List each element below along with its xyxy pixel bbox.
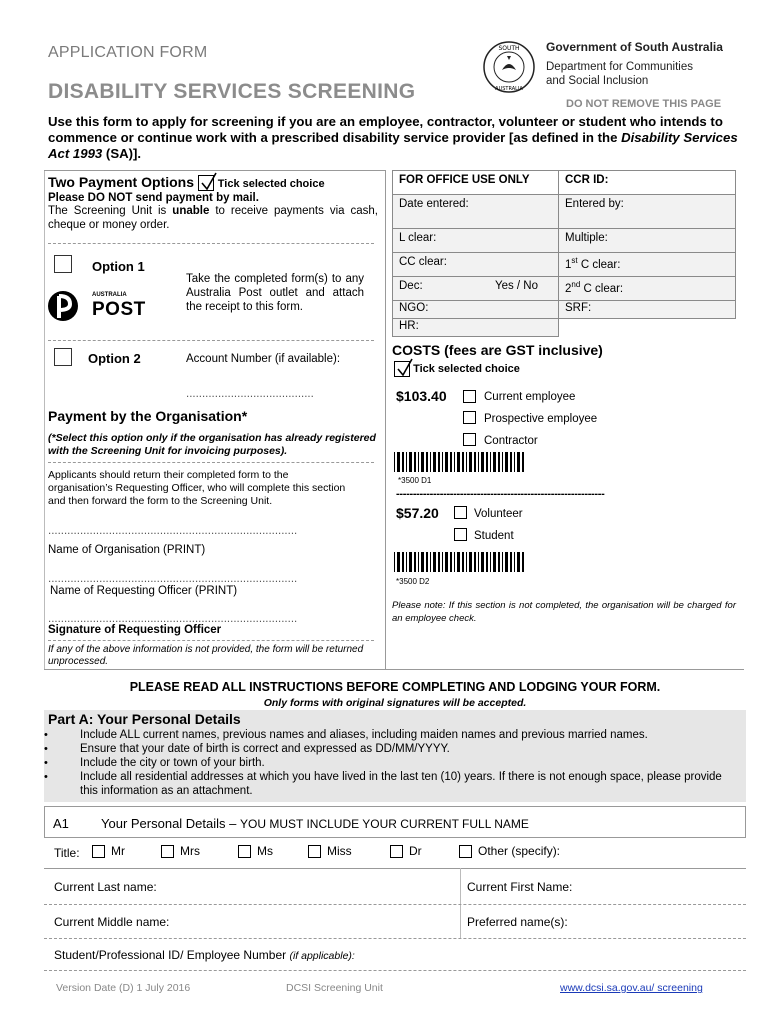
svg-text:AUSTRALIA: AUSTRALIA: [495, 86, 523, 92]
student-checkbox[interactable]: [454, 528, 467, 541]
other-checkbox[interactable]: [459, 845, 472, 858]
srf-label: SRF:: [559, 301, 736, 319]
preferred-name-label[interactable]: Preferred name(s):: [467, 915, 568, 929]
second-c-clear-label: 2nd C clear:: [559, 277, 736, 301]
list-item: • Include ALL current names, previous names and aliases, including maiden names and previous married names.: [44, 728, 742, 742]
list-item: • Ensure that your date of birth is correct and expressed as DD/MM/YYYY.: [44, 742, 742, 756]
version-date: Version Date (D) 1 July 2016: [56, 982, 191, 994]
payment-heading: Two Payment Options: [48, 174, 194, 190]
current-employee-label: Current employee: [484, 391, 576, 403]
date-entered-label: Date entered:: [393, 195, 559, 229]
student-label: Student: [474, 530, 514, 542]
original-signatures-notice: Only forms with original signatures will be accepted.: [263, 697, 527, 709]
do-not-remove-notice: DO NOT REMOVE THIS PAGE: [566, 98, 722, 110]
price-57: $57.20: [396, 505, 439, 521]
org-instructions: Applicants should return their completed form to the organisation’s Requesting Officer, who will complete this section and then forward the form to the Screening Unit.: [48, 469, 346, 507]
barcode-d2-icon: [394, 552, 524, 572]
volunteer-checkbox[interactable]: [454, 506, 467, 519]
costs-note: Please note: If this section is not completed, the organisation will be charged for an employee check.: [392, 600, 736, 624]
title-option-mrs[interactable]: Mrs: [161, 844, 200, 858]
hr-label: HR:: [393, 319, 559, 337]
last-name-label[interactable]: Current Last name:: [54, 880, 157, 894]
title-option-other[interactable]: Other (specify):: [459, 844, 560, 858]
middle-name-label[interactable]: Current Middle name:: [54, 915, 170, 929]
footer-unit: DCSI Screening Unit: [286, 982, 383, 994]
column-divider: [385, 170, 386, 670]
read-instructions-notice: PLEASE READ ALL INSTRUCTIONS BEFORE COMPLETING AND LODGING YOUR FORM.: [129, 680, 661, 694]
divider: [44, 904, 746, 905]
divider: [48, 462, 374, 463]
barcode-d2-label: *3500 D2: [396, 577, 430, 586]
org-payment-note: (*Select this option only if the organisation has already registered with the Screening Unit for invoicing purposes).: [48, 432, 376, 457]
part-a-bullets: [44, 728, 742, 798]
current-employee-checkbox[interactable]: [463, 390, 476, 403]
title-option-mr[interactable]: Mr: [92, 844, 125, 858]
sa-government-seal-icon: [482, 40, 536, 94]
entered-by-label: Entered by:: [559, 195, 736, 229]
list-item: • Include the city or town of your birth.: [44, 756, 742, 770]
divider: [48, 243, 374, 244]
cc-clear-label: CC clear:: [393, 253, 559, 277]
divider: [460, 868, 461, 938]
barcode-d1-label: *3500 D1: [398, 476, 432, 485]
price-103: $103.40: [396, 388, 447, 404]
prospective-employee-label: Prospective employee: [484, 413, 598, 425]
intro-paragraph: Use this form to apply for screening if you are an employee, contractor, volunteer or student who intends to commence or continue work with a prescribed disability service provider [as defined in the Disability Services Act 1993 (SA)].: [48, 114, 738, 161]
volunteer-label: Volunteer: [474, 508, 523, 520]
divider: [48, 640, 374, 641]
contractor-checkbox[interactable]: [463, 433, 476, 446]
multiple-label: Multiple:: [559, 229, 736, 253]
left-border: [44, 170, 45, 670]
top-border: [44, 170, 386, 171]
costs-tick-note: Tick selected choice: [394, 361, 520, 377]
student-id-label[interactable]: Student/Professional ID/ Employee Number (if applicable):: [54, 948, 355, 962]
bottom-border: [44, 669, 744, 670]
no-mail-notice: Please DO NOT send payment by mail.: [48, 192, 259, 205]
mr-checkbox[interactable]: [92, 845, 105, 858]
part-a-heading: Part A: Your Personal Details: [48, 711, 241, 727]
a1-header: [44, 806, 746, 838]
government-name: Government of South Australia: [546, 40, 723, 54]
office-use-table: [392, 170, 736, 337]
barcode-d1-icon: [394, 452, 526, 472]
part-a-section: [44, 710, 746, 802]
form-type-label: APPLICATION FORM: [48, 44, 208, 61]
account-number-label: Account Number (if available):: [186, 353, 341, 365]
mrs-checkbox[interactable]: [161, 845, 174, 858]
title-option-dr[interactable]: Dr: [390, 844, 422, 858]
title-option-ms[interactable]: Ms: [238, 844, 273, 858]
title-label: Title:: [54, 846, 80, 860]
option2-label: Option 2: [88, 351, 141, 366]
list-item: • Include all residential addresses at which you have lived in the last ten (10) years. If there is not enough space, please provide this information as an attachment.: [44, 770, 742, 798]
option1-label: Option 1: [92, 259, 145, 274]
dec-label: Dec: Yes / No: [393, 277, 559, 301]
ccr-id-label: CCR ID:: [559, 171, 736, 195]
org-payment-heading: Payment by the Organisation*: [48, 408, 248, 424]
org-name-field[interactable]: ..............................................................................: [48, 525, 298, 537]
payment-options-section: [48, 174, 378, 232]
contractor-label: Contractor: [484, 435, 538, 447]
costs-heading: COSTS (fees are GST inclusive): [392, 342, 603, 358]
officer-name-label: Name of Requesting Officer (PRINT): [50, 585, 238, 597]
title-option-miss[interactable]: Miss: [308, 844, 352, 858]
account-number-field[interactable]: ........................................: [186, 388, 314, 400]
ngo-label: NGO:: [393, 301, 559, 319]
ms-checkbox[interactable]: [238, 845, 251, 858]
signature-label: Signature of Requesting Officer: [48, 624, 222, 636]
divider: [48, 340, 374, 341]
a1-code: A1: [53, 816, 69, 831]
a1-title: Your Personal Details – YOU MUST INCLUDE YOUR CURRENT FULL NAME: [101, 816, 529, 831]
option1-checkbox[interactable]: [54, 255, 72, 273]
divider: [44, 970, 746, 971]
dr-checkbox[interactable]: [390, 845, 403, 858]
org-name-label: Name of Organisation (PRINT): [48, 544, 206, 556]
option1-text: Take the completed form(s) to any Australia Post outlet and attach the receipt to this form.: [186, 273, 364, 313]
first-c-clear-label: 1st C clear:: [559, 253, 736, 277]
not-provided-notice: If any of the above information is not provided, the form will be returned unprocessed.: [48, 644, 364, 667]
unable-notice: The Screening Unit is unable to receive payments via cash, cheque or money order.: [48, 205, 378, 232]
option2-checkbox[interactable]: [54, 348, 72, 366]
first-name-label[interactable]: Current First Name:: [467, 880, 573, 894]
signature-field[interactable]: ..............................................................................: [48, 613, 298, 625]
footer-link[interactable]: www.dcsi.sa.gov.au/ screening: [560, 982, 703, 994]
l-clear-label: L clear:: [393, 229, 559, 253]
department-name: Department for Communities and Social Inclusion: [546, 61, 693, 87]
prospective-employee-checkbox[interactable]: [463, 411, 476, 424]
officer-name-field[interactable]: ..............................................................................: [48, 573, 298, 585]
divider: [44, 938, 746, 939]
divider: [44, 868, 746, 869]
miss-checkbox[interactable]: [308, 845, 321, 858]
form-title: DISABILITY SERVICES SCREENING: [48, 80, 416, 103]
tick-example-icon: [198, 175, 214, 191]
australia-post-logo: AUSTRALIA POST: [48, 288, 158, 324]
svg-text:SOUTH: SOUTH: [498, 45, 520, 52]
tick-example-icon: [394, 361, 410, 377]
tick-note: Tick selected choice: [217, 178, 325, 190]
costs-separator: --------------------------------------------------------------: [396, 488, 605, 500]
office-use-heading: FOR OFFICE USE ONLY: [393, 171, 559, 195]
